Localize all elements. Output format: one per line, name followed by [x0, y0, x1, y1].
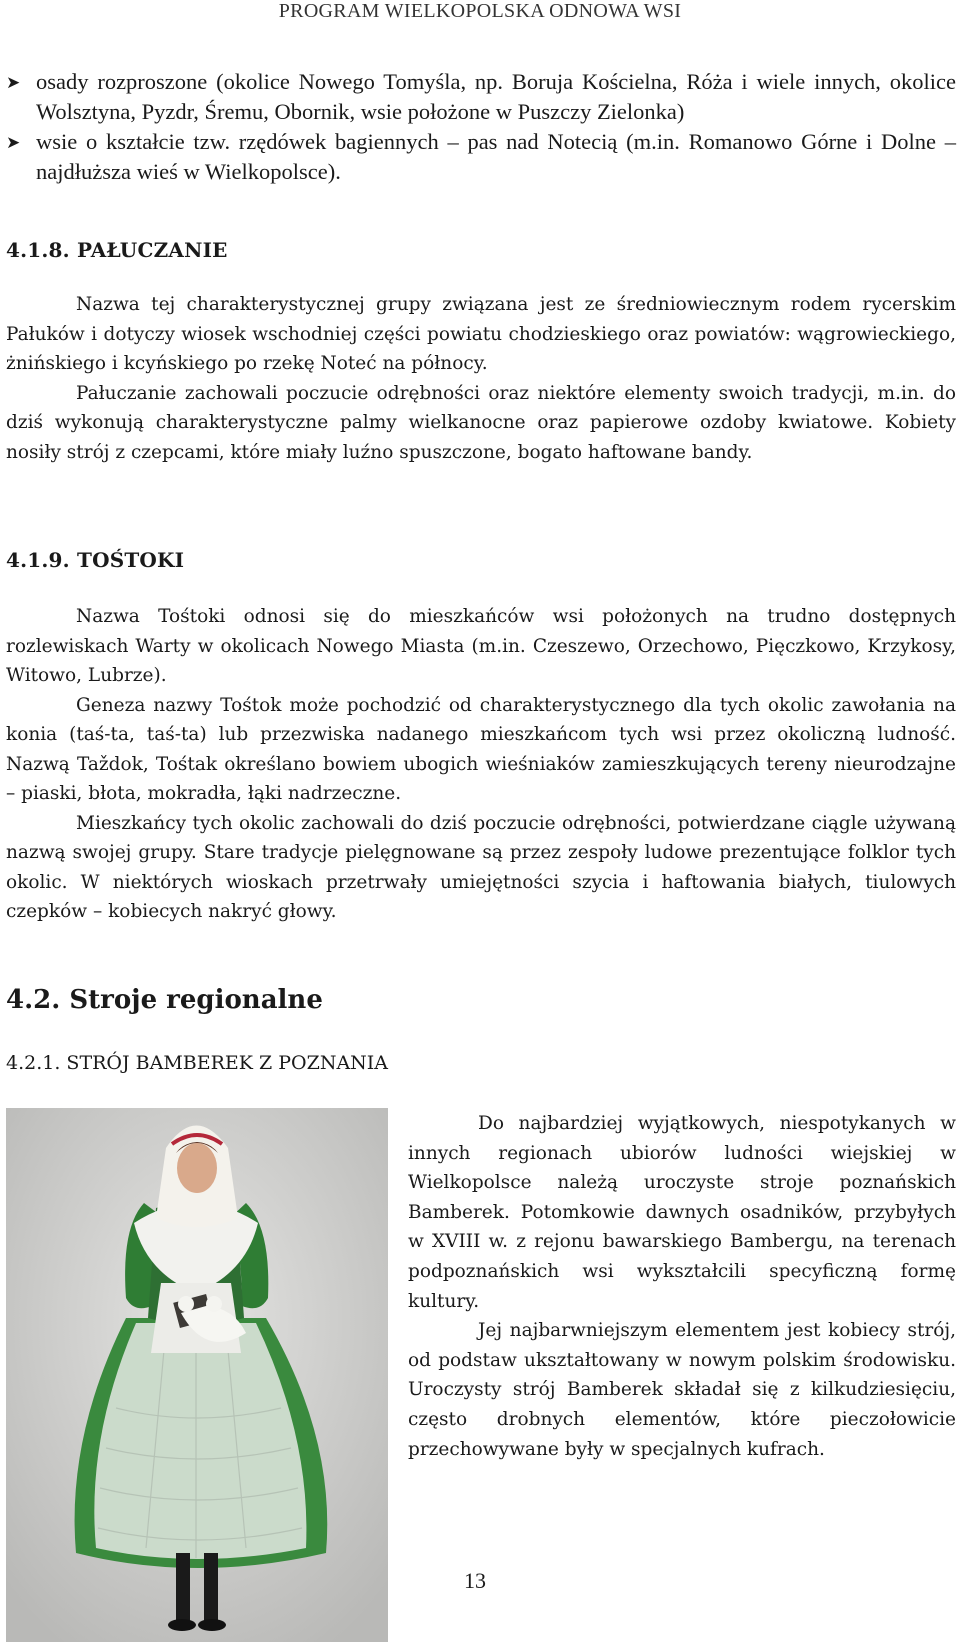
subsection-heading-bamberki: 4.2.1. STRÓJ BAMBEREK Z POZNANIA [6, 1052, 389, 1074]
paragraph: Pałuczanie zachowali poczucie odrębności oraz niektóre elementy swoich tradycji, m.in. do dziś wykonują charakterystyczne palmy wielkanocne oraz papierowe ozdoby kwiatowe. Kobiety nosiły strój z czepcami, które miały luźno spuszczone, bogato haftowane bandy. [6, 382, 956, 463]
bamberki-description [408, 1109, 956, 1464]
arrow-bullet-icon: ➤ [6, 133, 21, 152]
list-item [6, 127, 956, 187]
arrow-bullet-icon: ➤ [6, 73, 21, 92]
paragraph: Mieszkańcy tych okolic zachowali do dziś poczucie odrębności, potwierdzane ciągle używaną nazwą swojej grupy. Stare tradycje pielęgnowane są przez zespoły ludowe prezentujące folklor tych okolic. W niektórych wioskach przetrwały umiejętności szycia i haftowania białych, tiulowych czepków – kobiecych nakryć głowy. [6, 812, 956, 922]
list-item [6, 67, 956, 127]
running-header: PROGRAM WIELKOPOLSKA ODNOWA WSI [278, 0, 682, 22]
section-body-paluczanie [6, 290, 956, 467]
paragraph: Do najbardziej wyjątkowych, niespotykanych w innych regionach ubiorów ludności wiejskiej w Wielkopolsce należą uroczyste stroje poznańskich Bamberek. Potomkowie dawnych osadników, przybyłych w XVIII w. z rejonu bawarskiego Bambergu, na terenach podpoznańskich wsi wykształcili specyficzną formę kultury. [408, 1113, 956, 1312]
page-number: 13 [464, 1568, 486, 1593]
section-heading-tostoki: 4.1.9. TOŚTOKI [6, 548, 185, 572]
bullet-text: wsie o kształcie tzw. rzędówek bagiennych – pas nad Notecią (m.in. Romanowo Górne i Dolne – najdłuższa wieś w Wielkopolsce). [36, 129, 956, 184]
section-body-tostoki [6, 602, 956, 927]
woman-in-bamberka-costume-illustration [6, 1108, 388, 1642]
section-heading-paluczanie: 4.1.8. PAŁUCZANIE [6, 238, 228, 262]
paragraph: Nazwa tej charakterystycznej grupy związana jest ze średniowiecznym rodem rycerskim Pałuków i dotyczy wiosek wschodniej części powiatu chodzieskiego oraz powiatów: wągrowieckiego, żnińskiego i kcyńskiego po rzekę Noteć na północy. [6, 294, 956, 374]
settlement-bullet-list [6, 67, 956, 187]
bullet-text: osady rozproszone (okolice Nowego Tomyśla, np. Boruja Kościelna, Róża i wiele innych, okolice Wolsztyna, Pyzdr, Śremu, Obornik, wsie położone w Puszczy Zielonka) [36, 69, 956, 124]
paragraph: Jej najbarwniejszym elementem jest kobiecy strój, od podstaw ukształtowany w nowym polskim środowisku. Uroczysty strój Bamberek składał się z kilkudziesięciu, często drobnych elementów, które pieczołowicie przechowywane były w specjalnych kufrach. [408, 1320, 956, 1460]
paragraph: Geneza nazwy Tośtok może pochodzić od charakterystycznego dla tych okolic zawołania na konia (taś-ta, taś-ta) lub przezwiska nadanego mieszkańcom tych wsi przez okoliczną ludność. Nazwą Taždok, Tośtak określano bowiem ubogich wieśniaków zamieszkujących tereny nieurodzajne – piaski, błota, mokradła, łąki nadrzeczne. [6, 694, 956, 804]
paragraph: Nazwa Tośtoki odnosi się do mieszkańców wsi położonych na trudno dostępnych rozlewiskach Warty w okolicach Nowego Miasta (m.in. Czeszewo, Orzechowo, Pięczkowo, Krzykosy, Witowo, Lubrze). [6, 606, 956, 686]
chapter-heading-stroje: 4.2. Stroje regionalne [6, 985, 323, 1015]
bamberka-costume-photo [6, 1108, 388, 1642]
